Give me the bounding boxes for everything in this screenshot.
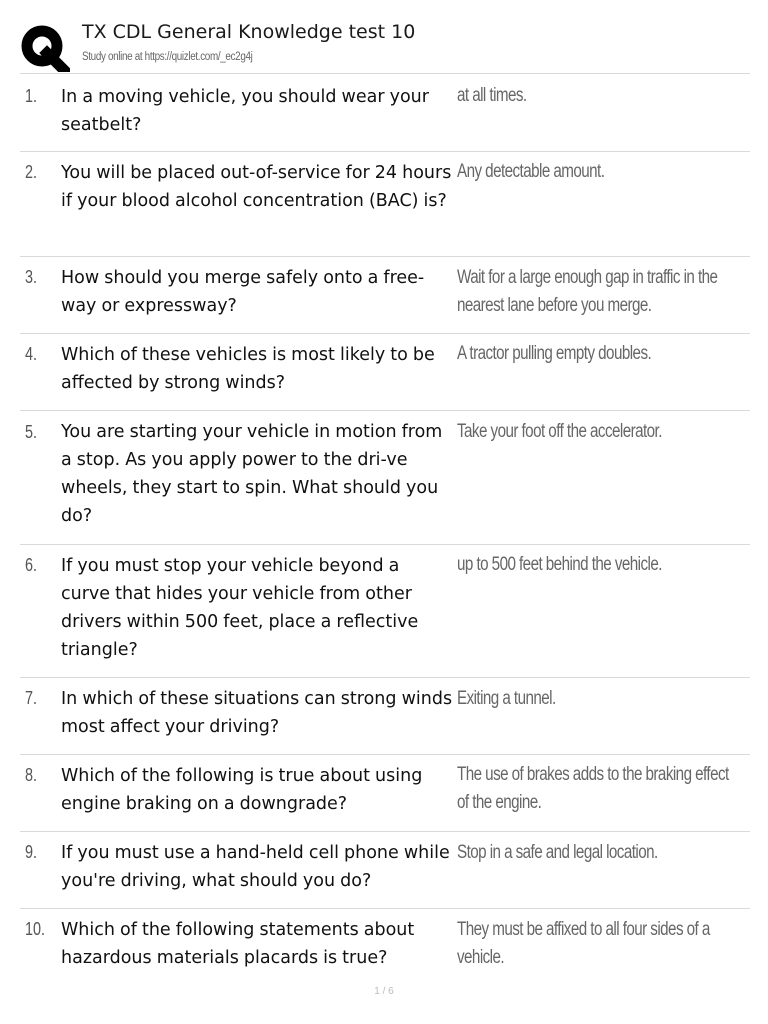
item-number: 7.	[25, 688, 38, 708]
flashcard-row	[0, 151, 768, 256]
question-text: In which of these situations can strong winds most affect your driving?	[61, 689, 453, 737]
question-text: Which of these vehicles is most likely to be affected by strong winds?	[61, 345, 435, 393]
flashcard-row	[0, 333, 768, 410]
page-indicator: 1 / 6	[374, 986, 394, 997]
answer-text: Take your foot off the accelerator.	[457, 421, 662, 442]
item-number: 1.	[25, 86, 38, 106]
flashcard-row	[0, 410, 768, 544]
question-text: If you must use a hand-held cell phone while you're driving, what should you do?	[61, 843, 450, 891]
document-subtitle: Study online at https://quizlet.com/_ec2g4j	[82, 51, 253, 63]
question-text: In a moving vehicle, you should wear your seatbelt?	[61, 87, 429, 135]
flashcard-row	[0, 908, 768, 985]
item-number: 3.	[25, 267, 38, 287]
document-header	[0, 0, 768, 74]
flashcard-row	[0, 677, 768, 754]
answer-text: Wait for a large enough gap in traffic in the nearest lane before you merge.	[457, 267, 718, 316]
flashcard-row	[0, 831, 768, 908]
question-text: Which of the following is true about using engine braking on a downgrade?	[61, 766, 423, 814]
flashcard-row	[0, 74, 768, 151]
question-text: If you must stop your vehicle beyond a curve that hides your vehicle from other drivers within 500 feet, place a reflective triangle?	[61, 556, 419, 660]
answer-text: up to 500 feet behind the vehicle.	[457, 554, 662, 575]
answer-text: The use of brakes adds to the braking effect of the engine.	[457, 764, 729, 813]
answer-text: at all times.	[457, 85, 527, 106]
question-text: You are starting your vehicle in motion from a stop. As you apply power to the dri-ve wheels, they start to spin. What should you do?	[61, 422, 443, 526]
question-text: You will be placed out-of-service for 24 hours if your blood alcohol concentration (BAC) is?	[61, 163, 452, 211]
answer-text: Exiting a tunnel.	[457, 688, 556, 709]
flashcard-row	[0, 754, 768, 831]
answer-text: A tractor pulling empty doubles.	[457, 343, 652, 364]
answer-text: Any detectable amount.	[457, 161, 605, 182]
item-number: 6.	[25, 555, 38, 575]
document-title: TX CDL General Knowledge test 10	[82, 21, 416, 43]
item-number: 2.	[25, 162, 38, 182]
item-number: 4.	[25, 344, 38, 364]
flashcard-row	[0, 256, 768, 333]
question-text: Which of the following statements about hazardous materials placards is true?	[61, 920, 415, 968]
answer-text: They must be affixed to all four sides of a vehicle.	[457, 919, 710, 968]
quizlet-logo-icon	[20, 22, 70, 72]
item-number: 8.	[25, 765, 38, 785]
item-number: 10.	[25, 919, 46, 939]
answer-text: Stop in a safe and legal location.	[457, 842, 658, 863]
item-number: 5.	[25, 422, 38, 442]
item-number: 9.	[25, 842, 38, 862]
question-text: How should you merge safely onto a free-way or expressway?	[61, 268, 425, 316]
flashcard-row	[0, 544, 768, 677]
